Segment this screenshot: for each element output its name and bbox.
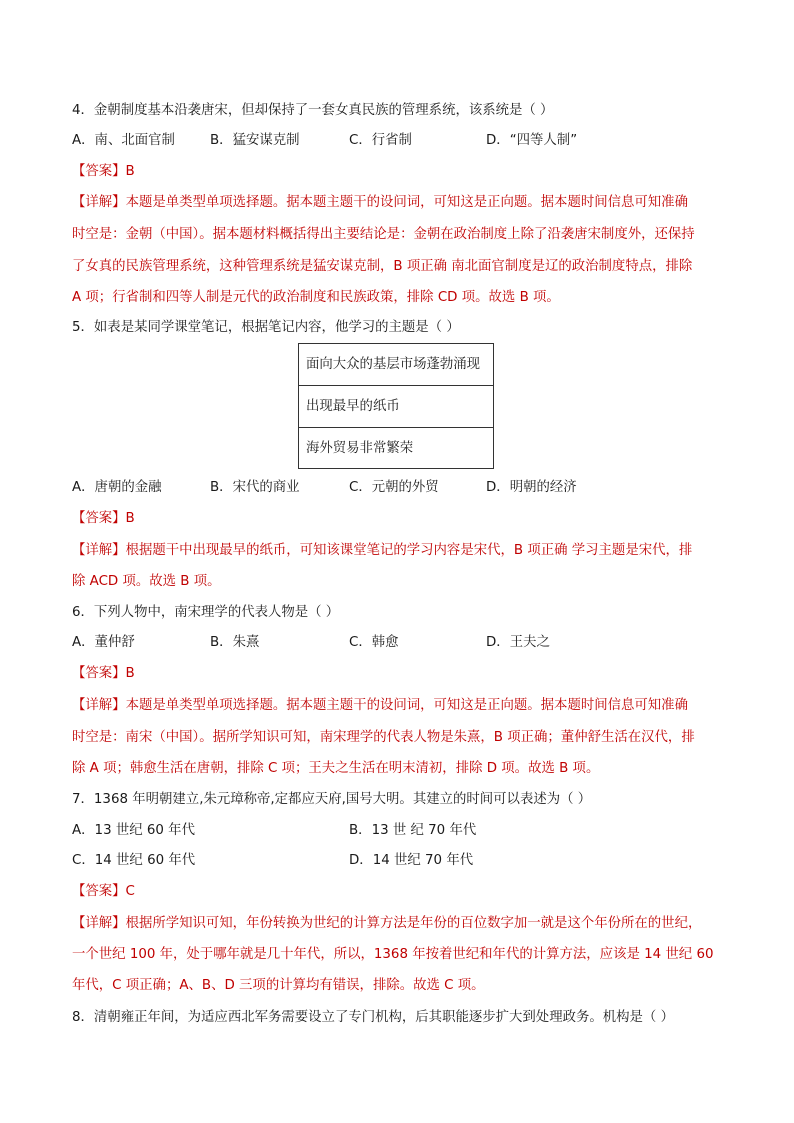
q6-detail-line-1	[72, 696, 688, 716]
q5-answer-text: 【答案】B	[72, 511, 135, 526]
q7-detail-tag: 【详解】	[72, 916, 126, 931]
q4-option-d: D．“四等人制”	[486, 133, 578, 148]
q5-table-cell: 面向大众的基层市场蓬勃涌现	[299, 344, 493, 386]
q6-detail-line-3: 除 A 项；韩愈生活在唐朝，排除 C 项；王夫之生活在明末清初，排除 D 项。故选 B 项。	[72, 761, 600, 776]
q7-option-a: A．13 世纪 60 年代	[72, 823, 195, 838]
q7-answer-text: 【答案】C	[72, 884, 135, 899]
q5-option-b: B．宋代的商业	[210, 480, 300, 495]
q4-answer	[72, 162, 135, 182]
q6-answer	[72, 664, 135, 684]
q5-option-d: D．明朝的经济	[486, 480, 577, 495]
q6-detail-line-2: 时空是：南宋（中国）。据所学知识可知，南宋理学的代表人物是朱熹，B 项正确；董仲舒生活在汉代，排	[72, 730, 695, 745]
q8-stem: 8．清朝雍正年间，为适应西北军务需要设立了专门机构，后其职能逐步扩大到处理政务。机构是（ ）	[72, 1010, 674, 1025]
q5-option-c: C．元朝的外贸	[349, 480, 439, 495]
q6-detail-tag: 【详解】	[72, 698, 126, 713]
q5-detail-tag: 【详解】	[72, 543, 126, 558]
q6-option-a: A．董仲舒	[72, 635, 135, 650]
q5-option-a: A．唐朝的金融	[72, 480, 162, 495]
q6-option-c: C．韩愈	[349, 635, 399, 650]
q5-answer	[72, 509, 135, 529]
q7-stem: 7．1368 年明朝建立,朱元璋称帝,定都应天府,国号大明。其建立的时间可以表述为（ ）	[72, 792, 592, 807]
q4-detail-line-1	[72, 193, 688, 213]
q7-detail-line-3: 年代，C 项正确；A、B、D 三项的计算均有错误，排除。故选 C 项。	[72, 978, 485, 993]
q4-detail-text-1: 本题是单类型单项选择题。据本题主题干的设问词，可知这是正向题。据本题时间信息可知准确	[125, 195, 688, 210]
q7-detail-line-2: 一个世纪 100 年，处于哪年就是几十年代，所以，1368 年按着世纪和年代的计算方法，应该是 14 世纪 60	[72, 947, 714, 962]
q4-detail-line-3: 了女真的民族管理系统，这种管理系统是猛安谋克制，B 项正确 南北面官制度是辽的政治制度特点，排除	[72, 259, 693, 274]
q5-detail-line-1	[72, 541, 692, 561]
q4-detail-line-4: A 项；行省制和四等人制是元代的政治制度和民族政策，排除 CD 项。故选 B 项。	[72, 290, 560, 305]
q7-detail-line-1	[72, 914, 701, 934]
q6-stem: 6．下列人物中，南宋理学的代表人物是（ ）	[72, 605, 340, 620]
q5-notes-table	[298, 343, 494, 469]
q6-option-d: D．王夫之	[486, 635, 550, 650]
q4-stem: 4．金朝制度基本沿袭唐宋，但却保持了一套女真民族的管理系统，该系统是（ ）	[72, 103, 554, 118]
q5-detail-text-1: 根据题干中出现最早的纸币，可知该课堂笔记的学习内容是宋代，B 项正确 学习主题是宋代，排	[125, 543, 693, 558]
q7-option-c: C．14 世纪 60 年代	[72, 853, 196, 868]
q7-option-b: B．13 世 纪 70 年代	[349, 823, 477, 838]
q5-detail-line-2: 除 ACD 项。故选 B 项。	[72, 574, 221, 589]
q5-table-cell: 海外贸易非常繁荣	[306, 441, 414, 456]
q6-detail-text-1: 本题是单类型单项选择题。据本题主题干的设问词，可知这是正向题。据本题时间信息可知准确	[125, 698, 688, 713]
q5-table-cell: 出现最早的纸币	[299, 386, 493, 428]
q7-detail-text-1: 根据所学知识可知，年份转换为世纪的计算方法是年份的百位数字加一就是这个年份所在的世纪，	[125, 916, 702, 931]
q5-stem: 5．如表是某同学课堂笔记，根据笔记内容，他学习的主题是（ ）	[72, 320, 460, 335]
q4-answer-text: 【答案】B	[72, 164, 135, 179]
q4-detail-line-2: 时空是：金朝（中国）。据本题材料概括得出主要结论是：金朝在政治制度上除了沿袭唐宋制度外，还保持	[72, 227, 695, 242]
q7-option-d: D．14 世纪 70 年代	[349, 853, 474, 868]
q4-option-b: B．猛安谋克制	[210, 133, 300, 148]
q7-answer	[72, 882, 135, 902]
q6-option-b: B．朱熹	[210, 635, 260, 650]
q4-detail-tag: 【详解】	[72, 195, 126, 210]
q4-option-a: A．南、北面官制	[72, 133, 175, 148]
q6-answer-text: 【答案】B	[72, 666, 135, 681]
q4-option-c: C．行省制	[349, 133, 412, 148]
